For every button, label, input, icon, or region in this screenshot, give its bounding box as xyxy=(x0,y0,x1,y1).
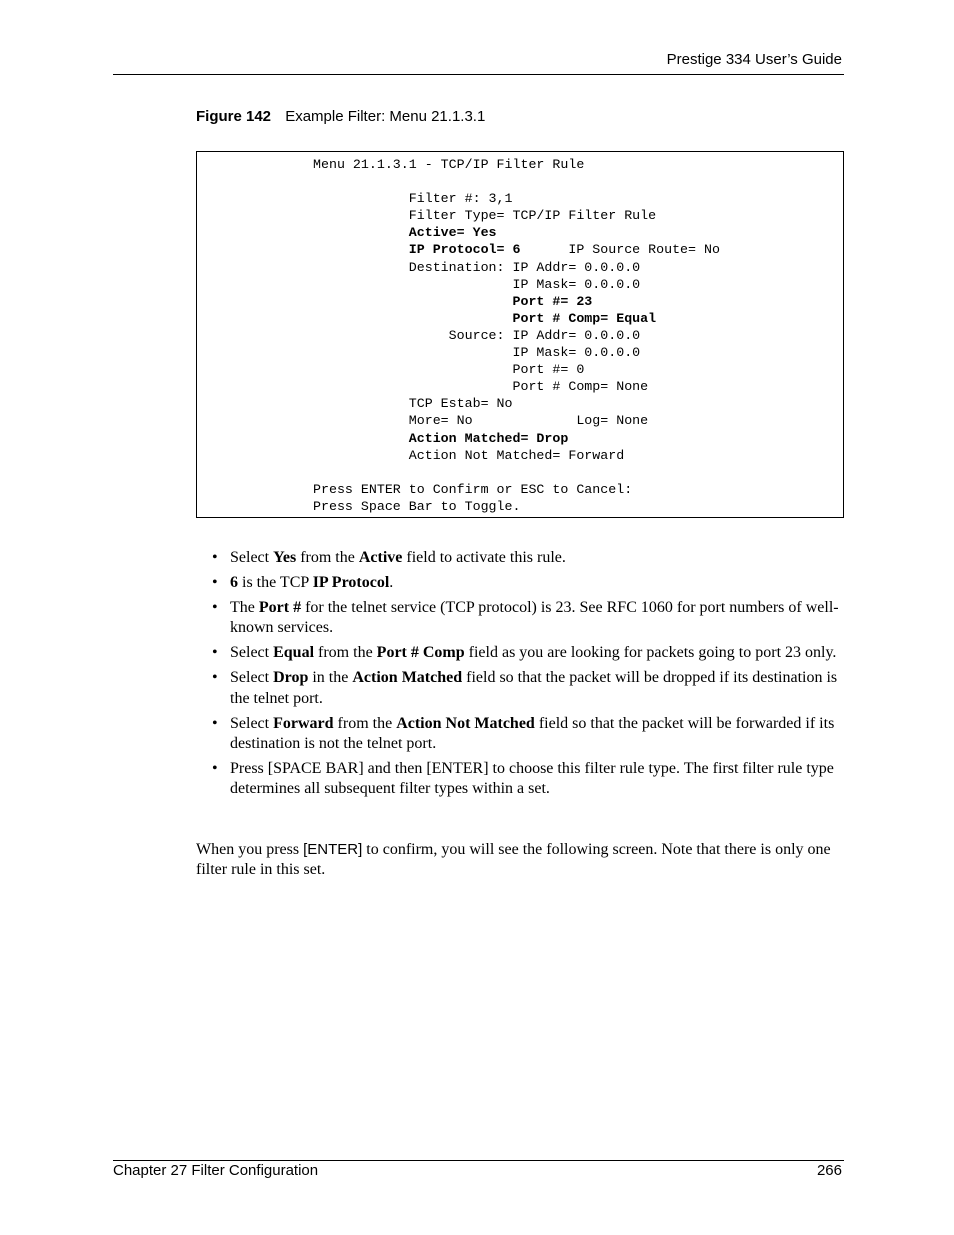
bullet-text: in the xyxy=(308,669,353,687)
menu-line xyxy=(313,361,720,378)
bullet-text: Select xyxy=(230,714,274,732)
bullet-text: from the xyxy=(314,644,377,662)
menu-line xyxy=(313,241,720,258)
menu-line xyxy=(313,293,720,310)
bullet-dot-icon: • xyxy=(212,573,218,591)
bullet-text: Select xyxy=(230,669,274,687)
bullet-item xyxy=(212,643,844,663)
bold-term: 6 xyxy=(230,573,238,591)
menu-line-text: Filter #: 3,1 xyxy=(313,191,513,207)
bullet-item xyxy=(212,668,844,709)
menu-line xyxy=(313,464,720,481)
menu-screen-text xyxy=(313,156,720,515)
figure-title: Example Filter: Menu 21.1.3.1 xyxy=(285,108,486,125)
bullet-text: field to activate this rule. xyxy=(402,549,566,566)
menu-line-text: Menu 21.1.3.1 - TCP/IP Filter Rule xyxy=(313,157,585,172)
bullet-text: for the telnet service (TCP protocol) is 23. See RFC 1060 for port numbers of well-known services. xyxy=(230,598,839,637)
menu-line-text: IP Mask= 0.0.0.0 xyxy=(313,345,641,361)
bullet-dot-icon: • xyxy=(212,714,218,732)
bullet-dot-icon: • xyxy=(212,644,218,662)
figure-label: Figure 142 xyxy=(196,108,272,125)
bullet-text: Select xyxy=(230,549,274,566)
menu-line-text: Press Space Bar to Toggle. xyxy=(313,498,521,514)
bullet-dot-icon: • xyxy=(212,549,218,566)
menu-line xyxy=(313,173,720,190)
bold-term: IP Protocol xyxy=(312,573,390,591)
menu-line xyxy=(313,207,720,224)
bullet-item xyxy=(212,759,844,800)
bullet-item xyxy=(212,598,844,639)
bullet-dot-icon: • xyxy=(212,669,218,687)
menu-line xyxy=(313,327,720,344)
menu-line-text: Action Not Matched= Forward xyxy=(313,447,625,463)
menu-line-text: IP Mask= 0.0.0.0 xyxy=(313,276,641,292)
menu-line-text: Press ENTER to Confirm or ESC to Cancel: xyxy=(313,481,633,497)
bullet-list xyxy=(212,548,844,804)
paragraph-text-before: When you press xyxy=(196,841,304,858)
bullet-item xyxy=(212,573,844,593)
menu-line xyxy=(313,276,720,293)
bullet-text: The xyxy=(230,598,259,616)
bullet-text: Select xyxy=(230,644,274,662)
bullet-text: is the TCP xyxy=(238,573,313,591)
menu-line-text: IP Protocol= 6 xyxy=(313,242,521,258)
menu-line xyxy=(313,310,720,327)
bold-term: Port # Comp xyxy=(376,644,465,662)
menu-line-text: Filter Type= TCP/IP Filter Rule xyxy=(313,208,657,224)
footer-chapter: Chapter 27 Filter Configuration xyxy=(113,1162,319,1179)
bold-term: Port # xyxy=(258,598,302,616)
menu-line xyxy=(313,447,720,464)
menu-line-suffix: IP Source Route= No xyxy=(520,242,720,258)
bullet-text: from the xyxy=(333,714,397,732)
bold-term: Action Matched xyxy=(352,669,463,687)
menu-line xyxy=(313,481,720,498)
bold-term: Yes xyxy=(273,549,297,566)
bullet-dot-icon: • xyxy=(212,598,218,616)
menu-line xyxy=(313,156,720,173)
menu-line xyxy=(313,344,720,361)
menu-screen xyxy=(196,151,844,518)
bold-term: Active xyxy=(358,549,403,566)
bullet-text: from the xyxy=(296,549,359,566)
figure-caption xyxy=(196,108,485,125)
menu-line-text: Port # Comp= None xyxy=(313,379,649,395)
menu-line-text: Port #= 0 xyxy=(313,362,585,378)
menu-line xyxy=(313,412,720,429)
menu-line-text: Source: IP Addr= 0.0.0.0 xyxy=(313,327,641,343)
menu-line xyxy=(313,378,720,395)
bold-term: Equal xyxy=(273,644,315,662)
bullet-item xyxy=(212,548,844,568)
menu-line xyxy=(313,190,720,207)
bold-term: Drop xyxy=(273,669,309,687)
footer-rule xyxy=(113,1160,844,1161)
header-rule xyxy=(113,74,844,75)
menu-line xyxy=(313,259,720,276)
menu-line-text: Active= Yes xyxy=(313,225,497,241)
menu-line xyxy=(313,224,720,241)
running-header: Prestige 334 User’s Guide xyxy=(666,51,842,68)
bullet-item xyxy=(212,714,844,755)
enter-key-label: [ENTER] xyxy=(303,841,363,858)
page-number: 266 xyxy=(816,1162,842,1179)
bullet-text: field so that the packet will be dropped if its destination is the telnet port. xyxy=(230,669,838,707)
menu-line-text: Port # Comp= Equal xyxy=(313,310,657,326)
paragraph-text-after: to confirm, you will see the following screen. Note that there is only one filter rule in this set. xyxy=(196,841,831,879)
menu-line-text: Action Matched= Drop xyxy=(313,430,569,446)
menu-line-text: More= No Log= None xyxy=(313,413,649,429)
bullet-text: field so that the packet will be forwarded if its destination is not the telnet port. xyxy=(230,714,835,752)
menu-line xyxy=(313,395,720,412)
bullet-text: . xyxy=(389,573,394,591)
bold-term: Action Not Matched xyxy=(396,714,535,732)
bold-term: Forward xyxy=(273,714,334,732)
body-paragraph xyxy=(196,840,836,881)
menu-line-text: TCP Estab= No xyxy=(313,396,513,412)
bullet-text: field as you are looking for packets going to port 23 only. xyxy=(464,644,837,662)
menu-line xyxy=(313,498,720,515)
menu-line xyxy=(313,430,720,447)
menu-line-text: Destination: IP Addr= 0.0.0.0 xyxy=(313,259,641,275)
bullet-dot-icon: • xyxy=(212,759,218,777)
bullet-text: Press [SPACE BAR] and then [ENTER] to choose this filter rule type. The first filter rule type determines all subsequent filter types within a set. xyxy=(230,759,834,798)
menu-line-text: Port #= 23 xyxy=(313,293,593,309)
